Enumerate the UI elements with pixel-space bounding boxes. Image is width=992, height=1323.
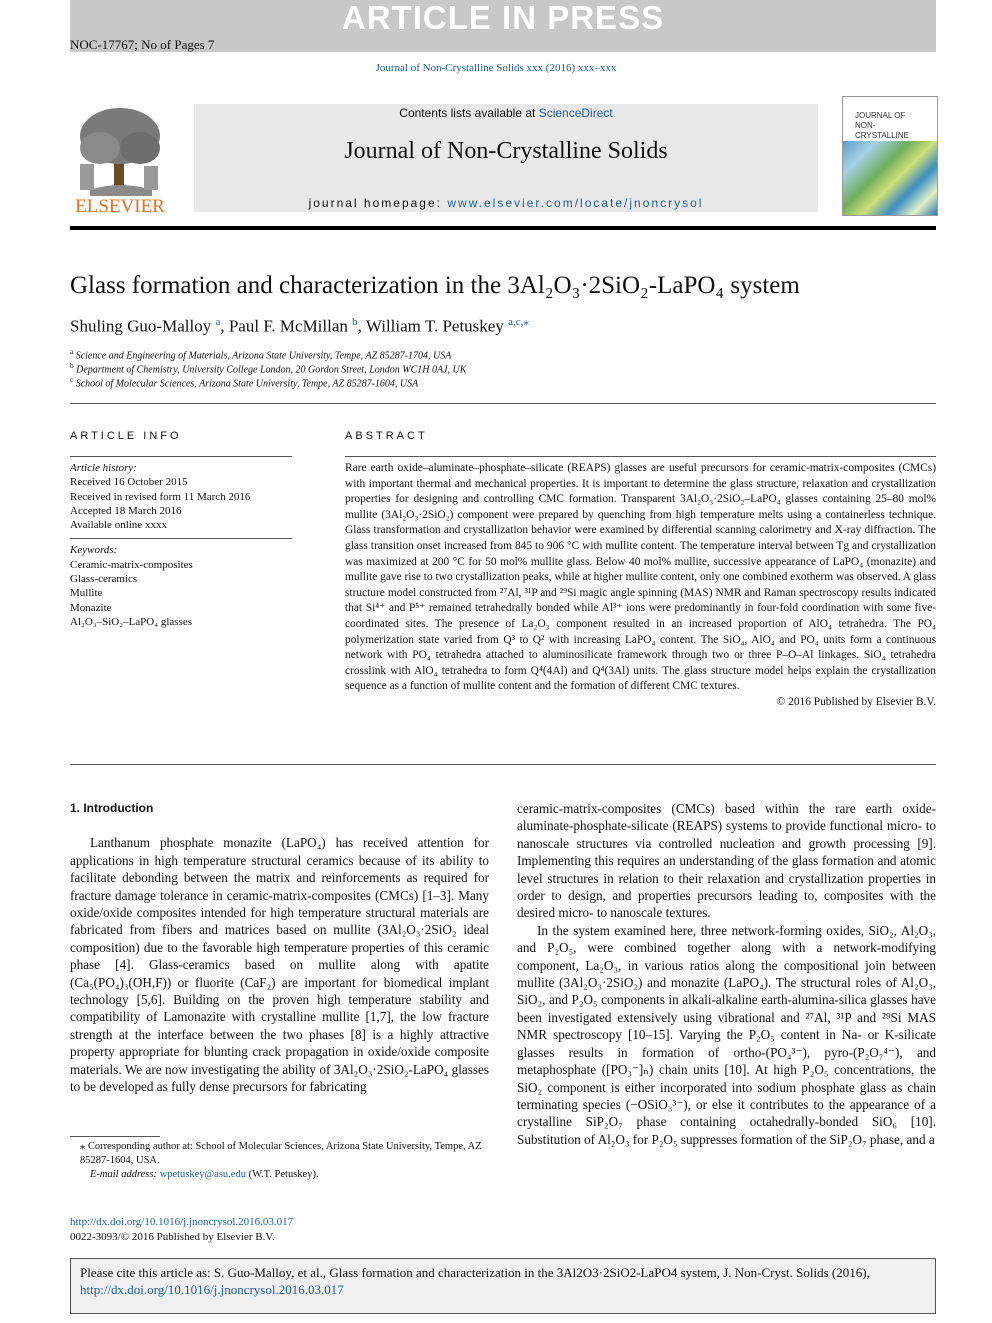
keyword: Glass-ceramics [70,573,138,586]
document-id: NOC-17767; No of Pages 7 [70,37,215,52]
article-info-heading: ARTICLE INFO [70,430,182,442]
body-paragraph: Lanthanum phosphate monazite (LaPO₄) has received attention for applications in high temperature structural ceramics because of its ability to facilitate debonding between the matrix and reinforcements as required for fracture damage tolerance in ceramic-matrix-composites (CMCs) [1–3]. Many oxide/oxide composites intended for high temperature structural materials are fabricated from fibers and matrices based on mullite (3Al₂O₃·2SiO₂ ideal composition) due to the favorable high temperature properties of this ceramic phase [4]. Glass-ceramics based on mullite along with apatite (Ca₅(PO₄)₃(OH,F)) or fluorite (CaF₂) are important for biomedical implant technology [5,6]. Building on the proven high temperature stability and compatibility of Lamonazite with crystalline mullite [1,7], the low fracture strength at the interface between the two phases [8] is a highly attractive property appropriate for blunting crack propagation in oxide/oxide composite materials. We are now investigating the ability of 3Al₂O₃·2SiO₂-LaPO₄ glasses to be developed as fully dense precursors for fabricating [70,835,489,1095]
abstract-text: Rare earth oxide–aluminate–phosphate–silicate (REAPS) glasses are useful precursors for ceramic-matrix-composites (CMCs) with important thermal and mechanical properties. It is important to determine the glass structure, relaxation and crystallization properties for designing and controlling CMC formation. Transparent 3Al₂O₃·2SiO₂–LaPO₄ glasses containing 25–80 mol% mullite (3Al₂O₃·2SiO₂) component were prepared by quenching from high temperature melts using a containerless technique. Glass transformation and crystallization behavior were examined by differential scanning calorimetry and X-ray diffraction. The glass transition onset increased from 845 to 906 °C with mullite content. The temperature interval between Tg and crystallization was maximized at 200 °C for 50 mol% mullite glass. Below 40 mol% mullite, successive appearance of LaPO₄ (monazite) and mullite gave rise to two crystallization peaks, while at higher mullite content, only one combined exotherm was observed. A glass structure model constructed from ²⁷Al, ³¹P and ²⁹Si magic angle spinning (MAS) NMR and Raman spectroscopy results indicated that Si⁴⁺ and P⁵⁺ remained tetrahedrally bonded while Al³⁺ ions were predominantly in four-fold coordination with some five-coordinated sites. The presence of La₂O₃ component resulted in an increased proportion of AlO₄ tetrahedra. The PO₄ polymerization state varied from Q³ to Q² with increasing LaPO₄ content. The SiO₄, AlO₄ and PO₄ units form a continuous network with PO₄ tetrahedra attached to aluminosilicate framework through two or three P–O–Al linkages. SiO₄ tetrahedra crosslink with AlO₄ tetrahedra to form Q⁴(4Al) and Q⁴(3Al) units. The glass structure model helps explain the crystallization sequence as a function of mullite content and the formation of different CMC textures. [345,462,936,693]
journal-homepage [194,196,818,210]
body-paragraph: ceramic-matrix-composites (CMCs) based within the rare earth oxide-aluminate-phosphate-silicate (REAPS) systems to provide functional micro- to nanoscale structures via controlled nucleation and growth processing [9]. Implementing this requires an understanding of the glass formation and atomic level structures in relation to their relaxation and crystallization properties in order to design, and properties precursors leading to, composites with the desired micro- to nanoscale textures. [517,801,936,921]
affiliation-c [70,376,418,389]
keywords-label: Keywords: [70,544,118,557]
contents-prefix: Contents lists available at [399,106,539,120]
author-affiliation-mark[interactable]: a,c,⁎ [508,316,529,328]
journal-reference-link[interactable]: Journal of Non-Crystalline Solids xxx (2016) xxx–xxx [375,62,617,74]
affiliation-mark: b [70,362,74,370]
author-list [70,315,529,337]
section-heading: 1. Introduction [70,801,154,815]
keyword: Al₂O₃–SiO₂–LaPO₄ glasses [70,615,192,628]
cover-title: JOURNAL OF NON-CRYSTALLINE [855,111,909,140]
body-rule [70,764,936,765]
doi-block [70,1215,293,1245]
author-name[interactable]: Shuling Guo-Malloy [70,316,212,336]
article-info-rule [70,456,292,457]
affiliation-a [70,348,451,361]
history-item: Received 16 October 2015 [70,476,188,489]
affiliation-b [70,362,466,375]
abstract-body [345,461,936,711]
journal-cover-thumbnail[interactable] [842,96,938,216]
history-label: Article history: [70,462,137,474]
article-info [70,461,292,629]
footnote [70,1140,489,1182]
citation-doi-link[interactable]: http://dx.doi.org/10.1016/j.jnoncrysol.2016.03.017 [80,1282,344,1297]
journal-title: Journal of Non-Crystalline Solids [344,138,668,164]
homepage-link[interactable]: www.elsevier.com/locate/jnoncrysol [447,196,704,210]
article-title: Glass formation and characterization in the 3Al₂O₃·2SiO₂-LaPO₄ system [70,272,800,299]
corresponding-author-note: ⁎ Corresponding author at: School of Molecular Sciences, Arizona State University, Tempe, AZ 85287-1604, USA. [80,1141,482,1166]
header-rule [70,226,936,230]
keyword: Mullite [70,587,103,600]
affiliation-mark: a [70,348,74,356]
journal-masthead [194,104,818,212]
cover-image [843,141,937,215]
affiliation-text: Science and Engineering of Materials, Arizona State University, Tempe, AZ 85287-1704, USA [75,350,452,362]
citation-text: Please cite this article as: S. Guo-Malloy, et al., Glass formation and characterization in the 3Al2O3·2SiO2-LaPO4 system, J. Non-Cryst. Solids (2016), [80,1265,870,1280]
email-link[interactable]: wpetuskey@asu.edu [159,1169,246,1180]
email-suffix: (W.T. Petuskey). [245,1169,319,1180]
elsevier-wordmark: ELSEVIER [75,196,165,217]
author-affiliation-mark[interactable]: a [215,316,221,328]
keyword: Ceramic-matrix-composites [70,558,193,571]
sciencedirect-link[interactable]: ScienceDirect [538,106,613,120]
author-affiliation-mark[interactable]: b [352,316,358,328]
abstract-heading: ABSTRACT [345,430,428,442]
banner-text: ARTICLE IN PRESS [341,0,665,36]
keywords-rule [70,538,292,539]
history-item: Available online xxxx [70,519,167,532]
author-name[interactable]: Paul F. McMillan [228,316,348,336]
author-separator: , [357,316,366,336]
right-column [517,800,936,1148]
author-name[interactable]: William T. Petuskey [365,316,504,336]
doi-link[interactable]: http://dx.doi.org/10.1016/j.jnoncrysol.2016.03.017 [70,1216,294,1228]
homepage-label: journal homepage: [308,196,448,210]
issn-line: 0022-3093/© 2016 Published by Elsevier B.V. [70,1231,275,1243]
body-paragraph: In the system examined here, three network-forming oxides, SiO₂, Al₂O₃, and P₂O₅, were combined together along with a network-modifying component, La₂O₃, in various ratios along the compositional join between mullite (3Al₂O₃·2SiO₂) and monazite (LaPO₄). The structural roles of Al₂O₃, SiO₂, and P₂O₅ components in alkali-alkaline earth-alumina-silica glasses have been investigated extensively using vibrational and ²⁷Al, ³¹P and ²⁹Si MAS NMR spectroscopy [10–15]. Varying the P₂O₅ content in Na- or K-silicate glasses results in formation of ortho-(PO₄³⁻), pyro-(P₂O₇⁴⁻), and metaphosphate ([PO₃⁻]ₙ) chain units [10]. At high P₂O₅ concentrations, the SiO₂ component is either incorporated into sodium phosphate glass as chain terminating species (−OSiO₃³⁻), or else it contributes to the appearance of a crystalline SiP₂O₇ phase containing octahedrally-bonded SiO₆ [10]. Substitution of Al₂O₃ for P₂O₅ suppresses formation of the SiP₂O₇ phase, and a [517,922,936,1147]
history-item: Accepted 18 March 2016 [70,504,182,517]
contents-line [194,106,818,120]
affiliation-mark: c [70,376,74,384]
abstract-rule [345,456,936,457]
elsevier-logo[interactable] [70,104,170,216]
abstract-copyright: © 2016 Published by Elsevier B.V. [776,695,936,708]
email-label: E-mail address: [90,1169,160,1180]
author-separator: , [220,316,229,336]
citation-box [70,1258,936,1314]
affiliation-text: School of Molecular Sciences, Arizona State University, Tempe, AZ 85287-1604, USA [75,378,419,390]
footnote-rule [70,1136,160,1137]
email-line [70,1168,489,1182]
keyword: Monazite [70,601,112,614]
history-item: Received in revised form 11 March 2016 [70,490,251,503]
left-column [70,800,489,1096]
affiliation-text: Department of Chemistry, University College London, 20 Gordon Street, London WC1H 0AJ, UK [76,364,467,376]
section-rule [70,403,936,404]
